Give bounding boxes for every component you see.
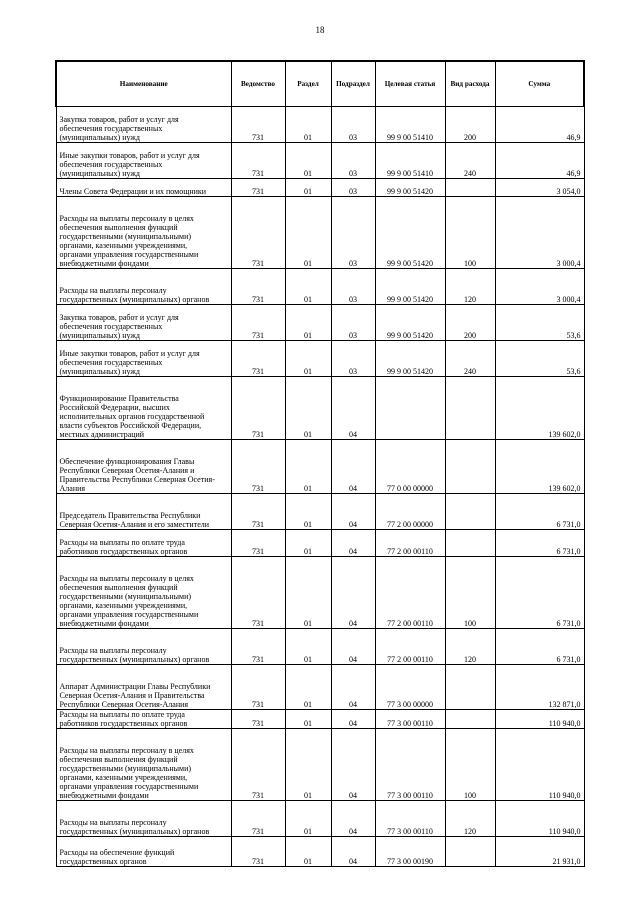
row-department-cell: 731 — [231, 179, 285, 197]
row-amount-cell: 53,6 — [495, 305, 584, 341]
row-subsection-cell: 04 — [331, 377, 375, 440]
table-row — [56, 530, 584, 557]
row-target-cell: 99 9 00 51420 — [375, 269, 445, 305]
row-department-cell: 731 — [231, 710, 285, 729]
row-target-cell — [375, 377, 445, 440]
row-target-cell: 77 2 00 00000 — [375, 494, 445, 530]
row-subsection-cell: 04 — [331, 440, 375, 494]
table-row — [56, 377, 584, 440]
row-name-cell: Иные закупки товаров, работ и услуг для обеспечения государственных (муниципальных) нужд — [56, 341, 231, 377]
row-name-cell: Расходы на выплаты по оплате труда работников государственных органов — [56, 710, 231, 729]
table-row — [56, 197, 584, 269]
table-body — [56, 107, 584, 867]
row-department-cell: 731 — [231, 341, 285, 377]
row-amount-cell: 3 000,4 — [495, 269, 584, 305]
row-subsection-cell: 03 — [331, 179, 375, 197]
row-expense-type-cell — [445, 179, 495, 197]
row-expense-type-cell: 240 — [445, 341, 495, 377]
row-name-cell: Закупка товаров, работ и услуг для обеспечения государственных (муниципальных) нужд — [56, 305, 231, 341]
header-name: Наименование — [56, 61, 231, 107]
row-department-cell: 731 — [231, 269, 285, 305]
header-expense-type: Вид расхода — [445, 61, 495, 107]
row-name-cell: Расходы на обеспечение функций государственных органов — [56, 837, 231, 867]
row-name-cell: Иные закупки товаров, работ и услуг для обеспечения государственных (муниципальных) нужд — [56, 143, 231, 179]
row-subsection-cell: 04 — [331, 494, 375, 530]
row-expense-type-cell: 100 — [445, 729, 495, 801]
row-section-cell: 01 — [285, 665, 331, 710]
row-expense-type-cell — [445, 710, 495, 729]
row-amount-cell: 6 731,0 — [495, 530, 584, 557]
row-section-cell: 01 — [285, 197, 331, 269]
header-department: Ведомство — [231, 61, 285, 107]
row-department-cell: 731 — [231, 494, 285, 530]
row-subsection-cell: 03 — [331, 269, 375, 305]
row-expense-type-cell: 100 — [445, 557, 495, 629]
row-amount-cell: 46,9 — [495, 143, 584, 179]
row-amount-cell: 110 940,0 — [495, 729, 584, 801]
table-row — [56, 179, 584, 197]
row-target-cell: 77 3 00 00190 — [375, 837, 445, 867]
row-target-cell: 77 2 00 00110 — [375, 629, 445, 665]
table-row — [56, 107, 584, 143]
row-subsection-cell: 03 — [331, 197, 375, 269]
row-section-cell: 01 — [285, 710, 331, 729]
row-department-cell: 731 — [231, 143, 285, 179]
row-expense-type-cell — [445, 530, 495, 557]
row-section-cell: 01 — [285, 269, 331, 305]
row-section-cell: 01 — [285, 494, 331, 530]
row-department-cell: 731 — [231, 377, 285, 440]
table-row — [56, 665, 584, 710]
row-department-cell: 731 — [231, 729, 285, 801]
table-row — [56, 143, 584, 179]
header-target: Целевая статья — [375, 61, 445, 107]
row-subsection-cell: 03 — [331, 143, 375, 179]
row-name-cell: Расходы на выплаты персоналу в целях обеспечения выполнения функций государственными (муниципальными) органами, казенными учреждениями, органами управления государственными внебюджетными фондами — [56, 729, 231, 801]
row-name-cell: Аппарат Администрации Главы Республики Северная Осетия-Алания и Правительства Республики Северная Осетия-Алания — [56, 665, 231, 710]
row-amount-cell: 139 602,0 — [495, 377, 584, 440]
table-row — [56, 269, 584, 305]
row-subsection-cell: 04 — [331, 629, 375, 665]
row-amount-cell: 6 731,0 — [495, 629, 584, 665]
row-subsection-cell: 03 — [331, 341, 375, 377]
row-department-cell: 731 — [231, 557, 285, 629]
row-target-cell: 99 9 00 51420 — [375, 305, 445, 341]
row-expense-type-cell — [445, 440, 495, 494]
table-row — [56, 494, 584, 530]
table-row — [56, 729, 584, 801]
row-target-cell: 77 0 00 00000 — [375, 440, 445, 494]
row-target-cell: 77 3 00 00110 — [375, 729, 445, 801]
row-amount-cell: 46,9 — [495, 107, 584, 143]
row-target-cell: 99 9 00 51420 — [375, 341, 445, 377]
table-row — [56, 629, 584, 665]
row-target-cell: 77 2 00 00110 — [375, 557, 445, 629]
row-name-cell: Расходы на выплаты по оплате труда работников государственных органов — [56, 530, 231, 557]
table-row — [56, 837, 584, 867]
row-expense-type-cell: 120 — [445, 801, 495, 837]
row-name-cell: Функционирование Правительства Российской Федерации, высших исполнительных органов государственной власти субъектов Российской Федерации, местных администраций — [56, 377, 231, 440]
row-amount-cell: 21 931,0 — [495, 837, 584, 867]
row-department-cell: 731 — [231, 837, 285, 867]
row-subsection-cell: 04 — [331, 557, 375, 629]
row-amount-cell: 110 940,0 — [495, 801, 584, 837]
row-expense-type-cell: 200 — [445, 305, 495, 341]
row-section-cell: 01 — [285, 107, 331, 143]
row-department-cell: 731 — [231, 197, 285, 269]
row-department-cell: 731 — [231, 629, 285, 665]
row-amount-cell: 6 731,0 — [495, 494, 584, 530]
row-section-cell: 01 — [285, 305, 331, 341]
row-section-cell: 01 — [285, 530, 331, 557]
header-section: Раздел — [285, 61, 331, 107]
row-subsection-cell: 04 — [331, 837, 375, 867]
row-section-cell: 01 — [285, 837, 331, 867]
table-row — [56, 341, 584, 377]
row-target-cell: 99 9 00 51410 — [375, 143, 445, 179]
row-name-cell: Закупка товаров, работ и услуг для обеспечения государственных (муниципальных) нужд — [56, 107, 231, 143]
row-expense-type-cell: 120 — [445, 269, 495, 305]
row-section-cell: 01 — [285, 377, 331, 440]
row-subsection-cell: 03 — [331, 107, 375, 143]
row-department-cell: 731 — [231, 440, 285, 494]
row-target-cell: 99 9 00 51420 — [375, 197, 445, 269]
table-header-row — [56, 61, 584, 107]
row-name-cell: Расходы на выплаты персоналу в целях обеспечения выполнения функций государственными (муниципальными) органами, казенными учреждениями, органами управления государственными внебюджетными фондами — [56, 557, 231, 629]
row-amount-cell: 6 731,0 — [495, 557, 584, 629]
row-target-cell: 77 3 00 00000 — [375, 665, 445, 710]
budget-table — [55, 60, 585, 867]
row-target-cell: 77 2 00 00110 — [375, 530, 445, 557]
row-target-cell: 99 9 00 51420 — [375, 179, 445, 197]
row-subsection-cell: 04 — [331, 801, 375, 837]
row-subsection-cell: 03 — [331, 305, 375, 341]
row-section-cell: 01 — [285, 341, 331, 377]
row-name-cell: Расходы на выплаты персоналу в целях обеспечения выполнения функций государственными (муниципальными) органами, казенными учреждениями, органами управления государственными внебюджетными фондами — [56, 197, 231, 269]
row-subsection-cell: 04 — [331, 665, 375, 710]
row-amount-cell: 53,6 — [495, 341, 584, 377]
row-expense-type-cell — [445, 837, 495, 867]
row-amount-cell: 110 940,0 — [495, 710, 584, 729]
row-section-cell: 01 — [285, 801, 331, 837]
header-subsection: Подраздел — [331, 61, 375, 107]
header-amount: Сумма — [495, 61, 584, 107]
row-expense-type-cell — [445, 494, 495, 530]
page-number: 18 — [315, 25, 325, 35]
row-expense-type-cell: 120 — [445, 629, 495, 665]
row-department-cell: 731 — [231, 107, 285, 143]
row-subsection-cell: 04 — [331, 710, 375, 729]
table-row — [56, 710, 584, 729]
row-target-cell: 99 9 00 51410 — [375, 107, 445, 143]
row-section-cell: 01 — [285, 729, 331, 801]
row-department-cell: 731 — [231, 530, 285, 557]
row-section-cell: 01 — [285, 629, 331, 665]
row-target-cell: 77 3 00 00110 — [375, 710, 445, 729]
row-expense-type-cell: 100 — [445, 197, 495, 269]
row-amount-cell: 3 000,4 — [495, 197, 584, 269]
row-name-cell: Председатель Правительства Республики Северная Осетия-Алания и его заместители — [56, 494, 231, 530]
row-name-cell: Члены Совета Федерации и их помощники — [56, 179, 231, 197]
row-subsection-cell: 04 — [331, 729, 375, 801]
row-expense-type-cell — [445, 377, 495, 440]
row-expense-type-cell — [445, 665, 495, 710]
row-name-cell: Обеспечение функционирования Главы Республики Северная Осетия-Алания и Правительства Республики Северная Осетия- Алания — [56, 440, 231, 494]
row-name-cell: Расходы на выплаты персоналу государственных (муниципальных) органов — [56, 269, 231, 305]
row-amount-cell: 132 871,0 — [495, 665, 584, 710]
row-target-cell: 77 3 00 00110 — [375, 801, 445, 837]
row-section-cell: 01 — [285, 143, 331, 179]
row-expense-type-cell: 240 — [445, 143, 495, 179]
row-amount-cell: 139 602,0 — [495, 440, 584, 494]
row-section-cell: 01 — [285, 179, 331, 197]
table-row — [56, 440, 584, 494]
row-name-cell: Расходы на выплаты персоналу государственных (муниципальных) органов — [56, 629, 231, 665]
row-amount-cell: 3 054,0 — [495, 179, 584, 197]
table-row — [56, 801, 584, 837]
row-name-cell: Расходы на выплаты персоналу государственных (муниципальных) органов — [56, 801, 231, 837]
table-row — [56, 305, 584, 341]
row-department-cell: 731 — [231, 305, 285, 341]
row-department-cell: 731 — [231, 665, 285, 710]
table-row — [56, 557, 584, 629]
row-subsection-cell: 04 — [331, 530, 375, 557]
row-section-cell: 01 — [285, 557, 331, 629]
row-section-cell: 01 — [285, 440, 331, 494]
row-expense-type-cell: 200 — [445, 107, 495, 143]
row-department-cell: 731 — [231, 801, 285, 837]
